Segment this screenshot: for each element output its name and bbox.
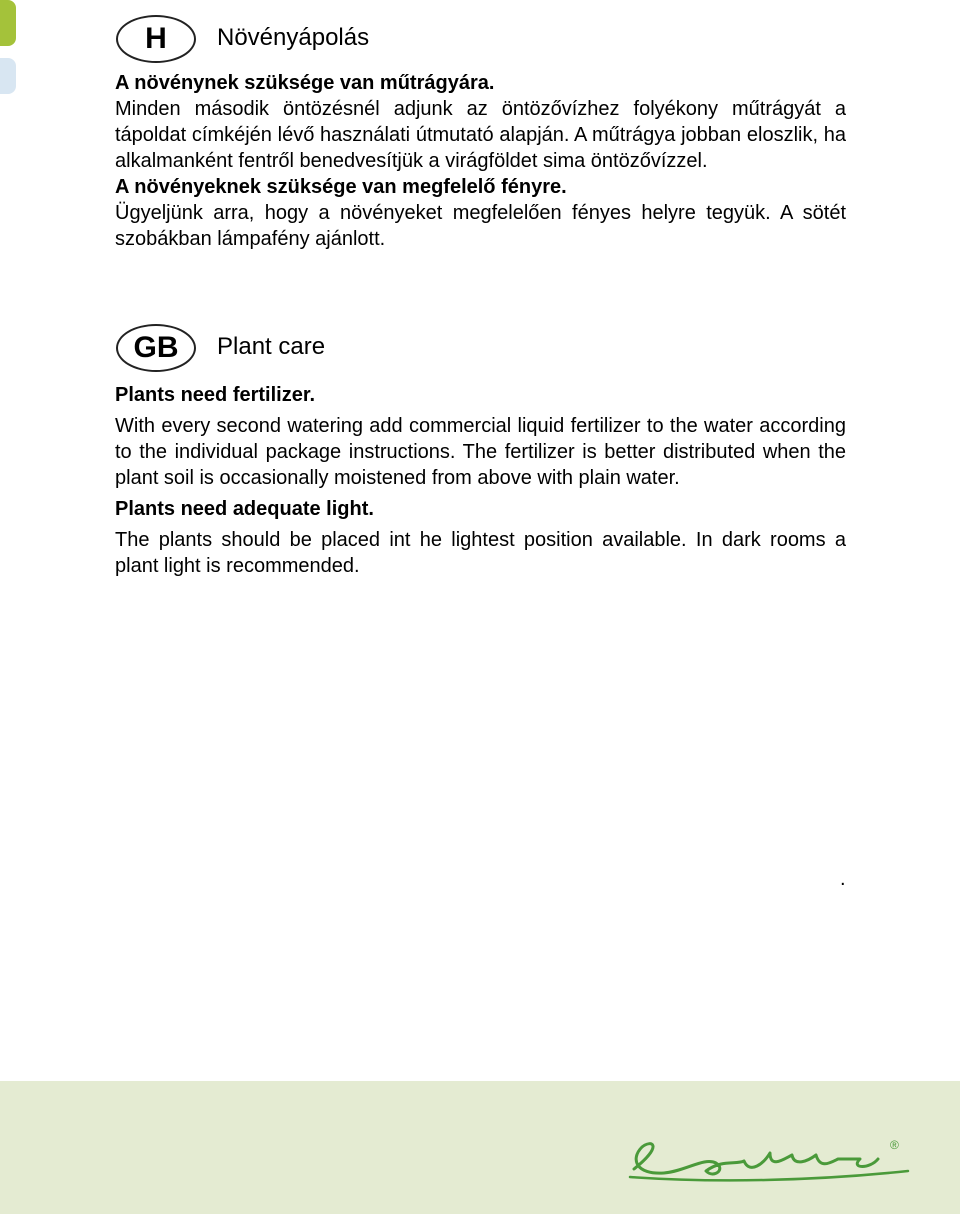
stray-dot: . bbox=[840, 868, 846, 890]
side-tab-green bbox=[0, 0, 16, 46]
section-title-gb: Plant care bbox=[217, 333, 326, 360]
section-body-hu bbox=[115, 70, 846, 252]
section-body-gb bbox=[115, 382, 846, 579]
side-tab-blue bbox=[0, 58, 16, 94]
country-badge-hu: H bbox=[116, 15, 196, 63]
heading-fertilizer-hu: A növénynek szüksége van műtrágyára. bbox=[115, 72, 495, 94]
registered-mark: ® bbox=[890, 1138, 899, 1152]
paragraph-fertilizer-gb: With every second watering add commercial liquid fertilizer to the water according to the individual package instructions. The fertilizer is better distributed when the plant soil is occasionally moistened from above with plain water. bbox=[115, 415, 846, 489]
footer-band bbox=[0, 1081, 960, 1214]
heading-light-hu: A növényeknek szüksége van megfelelő fényre. bbox=[115, 176, 567, 198]
heading-fertilizer-gb: Plants need fertilizer. bbox=[115, 384, 316, 406]
paragraph-light-gb: The plants should be placed int he lightest position available. In dark rooms a plant light is recommended. bbox=[115, 529, 846, 577]
heading-light-gb: Plants need adequate light. bbox=[115, 498, 374, 520]
paragraph-light-hu: Ügyeljünk arra, hogy a növényeket megfelelően fényes helyre tegyük. A sötét szobákban lámpafény ajánlott. bbox=[115, 202, 846, 250]
paragraph-fertilizer-hu: Minden második öntözésnél adjunk az öntözővízhez folyékony műtrágyát a tápoldat címkéjén lévő használati útmutató alapján. A műtrágya jobban eloszlik, ha alkalmanként fentről benedvesítjük a virágföldet sima öntözővízzel. bbox=[115, 98, 846, 172]
country-badge-gb: GB bbox=[116, 324, 196, 372]
section-title-hu: Növényápolás bbox=[217, 24, 370, 51]
lechuza-logo bbox=[624, 1133, 914, 1193]
